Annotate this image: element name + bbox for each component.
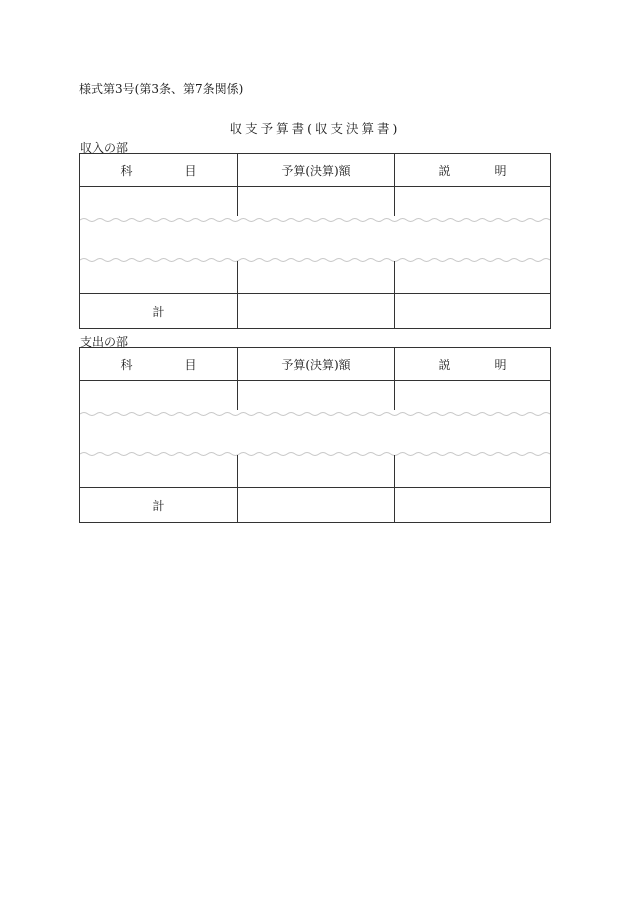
- expense-section-label: 支出の部: [80, 335, 129, 349]
- expense-total-amount-cell[interactable]: [238, 488, 395, 522]
- expense-description-cell[interactable]: [395, 455, 550, 487]
- wavy-line-top: [80, 216, 550, 224]
- income-subject-cell[interactable]: [80, 261, 238, 293]
- income-row-last: [80, 261, 550, 294]
- income-total-label: 計: [80, 294, 238, 328]
- expense-amount-cell[interactable]: [238, 455, 395, 487]
- expense-total-description-cell[interactable]: [395, 488, 550, 522]
- expense-omission-band: [80, 410, 550, 458]
- income-total-amount-cell[interactable]: [238, 294, 395, 328]
- income-header-amount: 予算(決算)額: [238, 154, 395, 186]
- income-total-row: [80, 294, 550, 328]
- income-header-subject-b: 目: [184, 163, 197, 178]
- expense-header-description: [395, 348, 550, 380]
- income-header-subject-a: 科: [120, 163, 133, 178]
- expense-header-amount: 予算(決算)額: [238, 348, 395, 380]
- income-total-description-cell[interactable]: [395, 294, 550, 328]
- expense-table: [79, 347, 551, 523]
- expense-header-desc-b: 明: [494, 357, 507, 372]
- income-omission-band: [80, 216, 550, 264]
- income-header-desc-b: 明: [494, 163, 507, 178]
- expense-header-row: [80, 348, 550, 381]
- expense-header-desc-a: 説: [438, 357, 451, 372]
- income-header-subject: [80, 154, 238, 186]
- expense-row-last: [80, 455, 550, 488]
- document-title: 収支予算書(収支決算書): [229, 121, 401, 136]
- income-section-label: 収入の部: [80, 141, 129, 155]
- income-header-desc-a: 説: [438, 163, 451, 178]
- expense-header-subject-a: 科: [120, 357, 133, 372]
- income-description-cell[interactable]: [395, 261, 550, 293]
- income-table: [79, 153, 551, 329]
- expense-subject-cell[interactable]: [80, 455, 238, 487]
- expense-total-row: [80, 488, 550, 522]
- income-header-row: [80, 154, 550, 187]
- expense-header-subject-b: 目: [184, 357, 197, 372]
- expense-total-label: 計: [80, 488, 238, 522]
- income-amount-cell[interactable]: [238, 261, 395, 293]
- wavy-line-top: [80, 410, 550, 418]
- form-number: 様式第3号(第3条、第7条関係): [79, 82, 244, 96]
- income-header-description: [395, 154, 550, 186]
- expense-header-subject: [80, 348, 238, 380]
